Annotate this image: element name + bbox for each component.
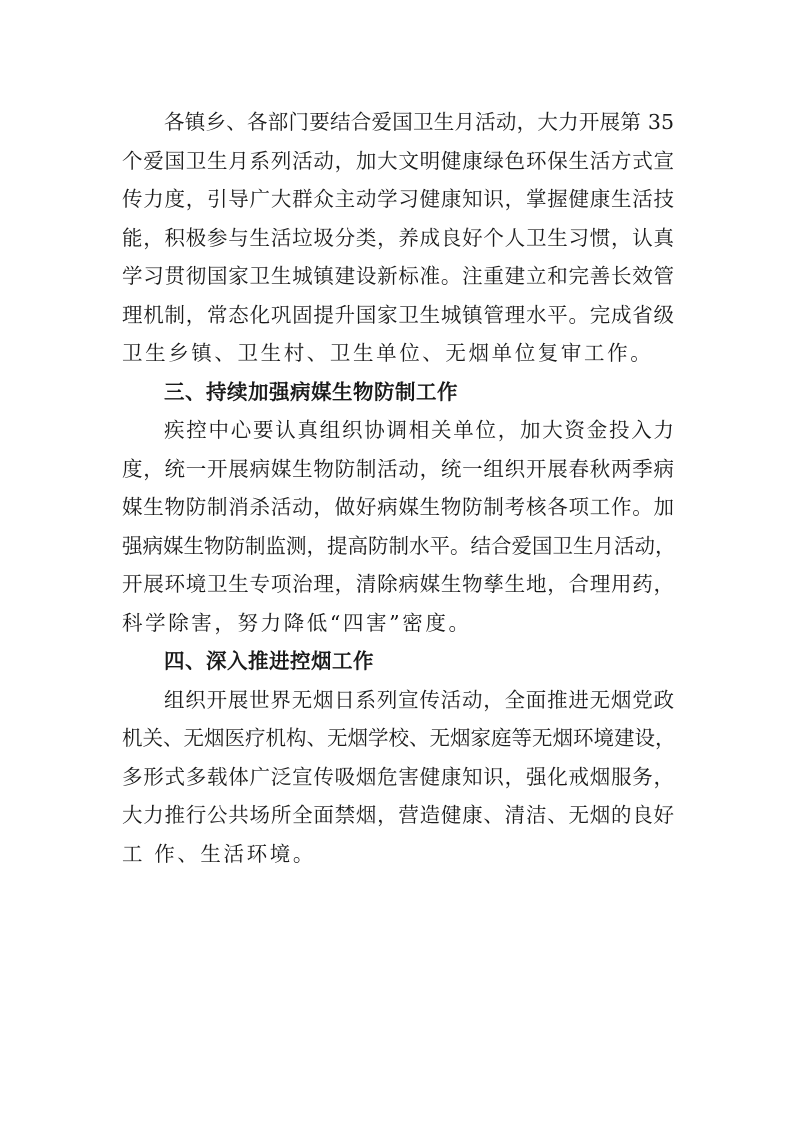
text-line: 卫生乡镇、卫生村、卫生单位、无烟单位复审工作。 bbox=[122, 341, 654, 365]
text-line: 开展环境卫生专项治理，清除病媒生物孳生地，合理用药， bbox=[122, 572, 674, 596]
text-line: 大力推行公共场所全面禁烟，营造健康、清洁、无烟的良好 bbox=[122, 803, 674, 827]
text-line: 工 作、生活环境。 bbox=[122, 841, 316, 866]
text-line: 个爱国卫生月系列活动，加大文明健康绿色环保生活方式宣 bbox=[122, 148, 674, 173]
text-line: 理机制，常态化巩固提升国家卫生城镇管理水平。完成省级 bbox=[122, 302, 674, 327]
text-line: 多形式多载体广泛宣传吸烟危害健康知识，强化戒烟服务， bbox=[122, 764, 674, 789]
text-line: 度，统一开展病媒生物防制活动，统一组织开展春秋两季病 bbox=[122, 456, 674, 481]
text-line: 科学除害，努力降低“四害”密度。 bbox=[122, 610, 472, 635]
text-line: 学习贯彻国家卫生城镇建设新标准。注重建立和完善长效管 bbox=[122, 264, 674, 288]
document-page bbox=[122, 103, 674, 873]
text-line: 组织开展世界无烟日系列宣传活动，全面推进无烟党政 bbox=[164, 687, 674, 712]
section-heading-tobacco-control: 四、深入推进控烟工作 bbox=[164, 649, 374, 673]
text-line: 强病媒生物防制监测，提高防制水平。结合爱国卫生月活动， bbox=[122, 533, 676, 558]
paragraph-vector-control bbox=[122, 411, 674, 642]
text-line: 媒生物防制消杀活动，做好病媒生物防制考核各项工作。加 bbox=[122, 495, 674, 519]
text-line: 各镇乡、各部门要结合爱国卫生月活动，大力开展第 35 bbox=[164, 110, 674, 134]
section-heading-vector-control: 三、持续加强病媒生物防制工作 bbox=[164, 379, 458, 404]
paragraph-tobacco-control bbox=[122, 681, 674, 874]
text-line: 疾控中心要认真组织协调相关单位，加大资金投入力 bbox=[164, 418, 674, 442]
text-line: 能，积极参与生活垃圾分类，养成良好个人卫生习惯，认真 bbox=[122, 225, 674, 250]
paragraph-patriotic-health-month bbox=[122, 103, 674, 373]
text-line: 机关、无烟医疗机构、无烟学校、无烟家庭等无烟环境建设， bbox=[122, 726, 676, 750]
text-line: 传力度，引导广大群众主动学习健康知识，掌握健康生活技 bbox=[122, 187, 674, 211]
